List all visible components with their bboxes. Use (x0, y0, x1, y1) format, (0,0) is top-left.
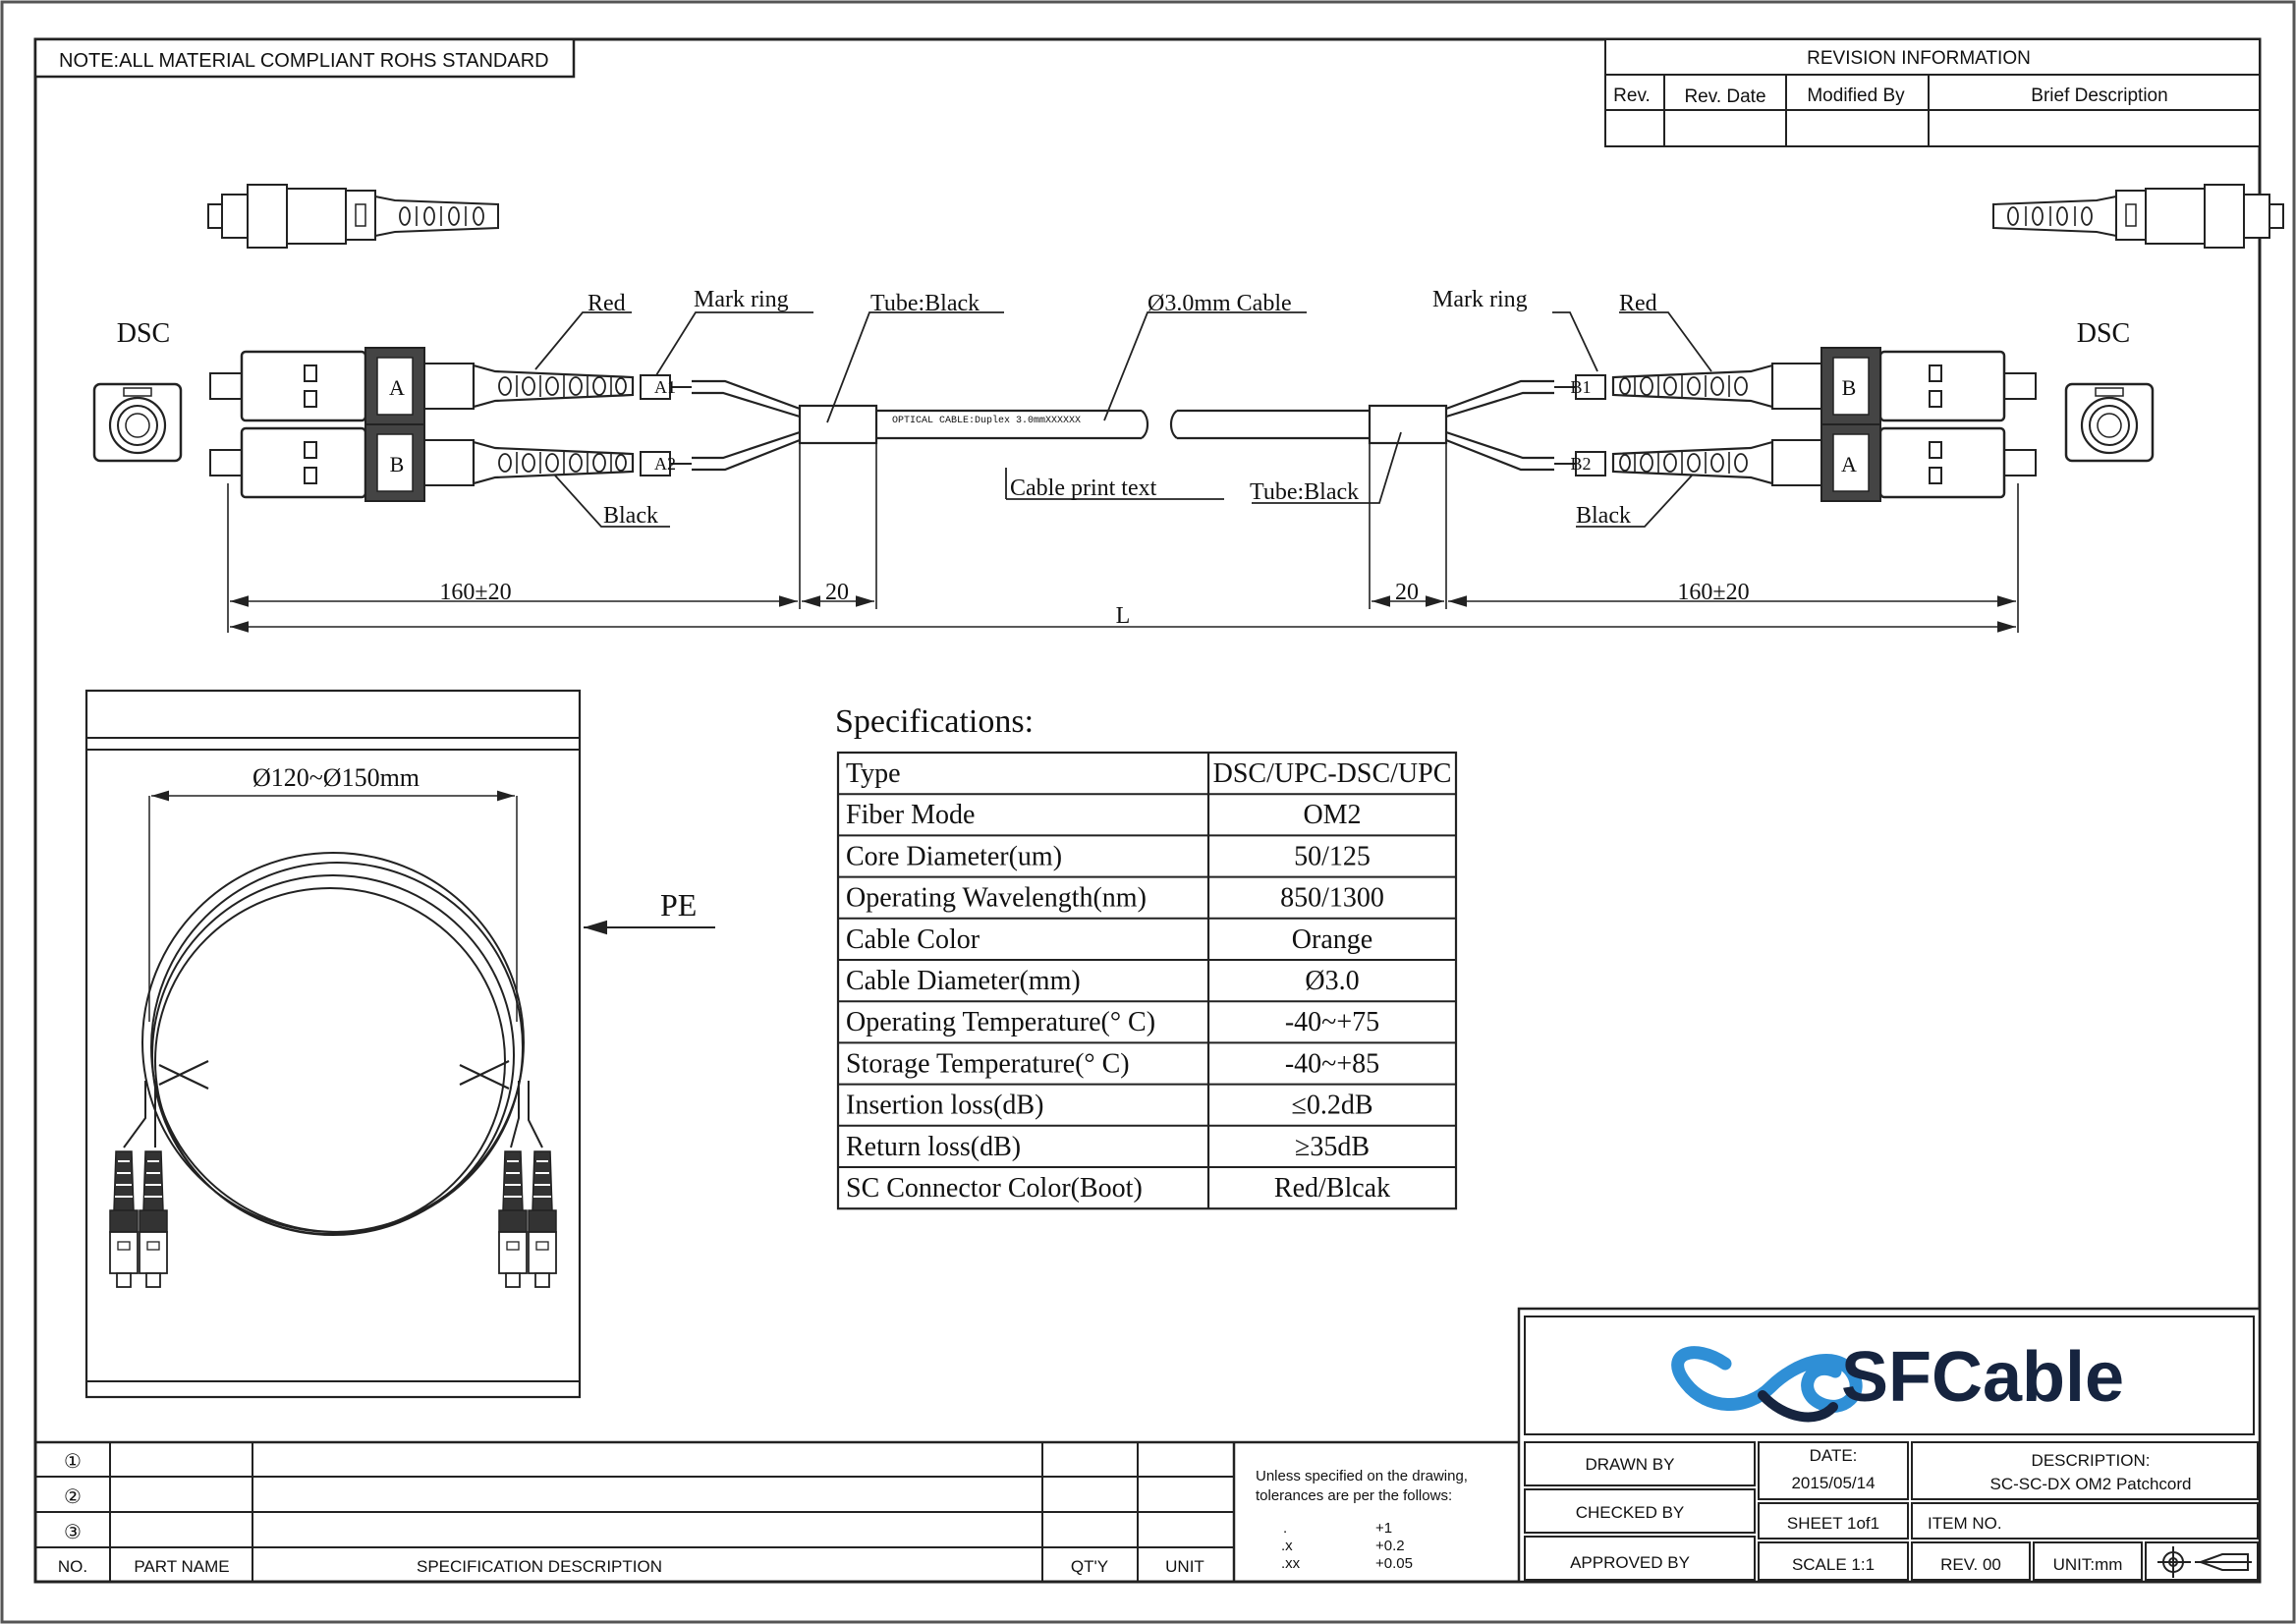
spec-value: Ø3.0 (1305, 966, 1360, 996)
bom-row-mark-2: ② (64, 1486, 82, 1508)
item-no-label: ITEM NO. (1928, 1514, 2002, 1533)
bom-row-mark-3: ③ (64, 1522, 82, 1543)
tolerance-text-1: Unless specified on the drawing, (1256, 1468, 1468, 1484)
spec-value: -40~+85 (1284, 1048, 1380, 1080)
checked-by-label: CHECKED BY (1575, 1503, 1685, 1522)
sheet-label: SHEET 1of1 (1786, 1514, 1880, 1533)
scale-label: SCALE 1:1 (1791, 1555, 1876, 1574)
tolerance-key-2: .x (1281, 1538, 1293, 1554)
drawn-by-label: DRAWN BY (1585, 1455, 1675, 1474)
spec-key: Cable Color (846, 924, 980, 955)
spec-value: Red/Blcak (1273, 1173, 1391, 1204)
tolerance-key-1: . (1283, 1520, 1288, 1537)
spec-key: Operating Temperature(° C) (846, 1007, 1156, 1038)
label-red-left: Red (588, 291, 626, 316)
mark-ring-a1: A1 (654, 377, 676, 397)
bom-header-spec: SPECIFICATION DESCRIPTION (417, 1557, 662, 1576)
spec-table (838, 753, 1456, 1208)
bom-header-part-name: PART NAME (134, 1557, 230, 1576)
spec-key: Cable Diameter(mm) (846, 966, 1081, 996)
end-face-left (94, 384, 181, 461)
spec-key: Core Diameter(um) (846, 841, 1063, 872)
revision-header-description: Brief Description (2031, 85, 2168, 106)
revision-header-date: Rev. Date (1684, 86, 1766, 107)
cable-print: OPTICAL CABLE:Duplex 3.0mmXXXXXX (892, 416, 1082, 426)
mark-ring-b2: B2 (1570, 454, 1592, 474)
label-black-right: Black (1576, 503, 1631, 529)
spec-value: 850/1300 (1280, 882, 1384, 914)
spec-value: 50/125 (1294, 841, 1371, 872)
tube-right (1370, 406, 1446, 443)
mark-ring-b1: B1 (1570, 377, 1592, 397)
tolerance-value-1: +1 (1375, 1520, 1393, 1537)
dim-tube-right: 20 (1395, 580, 1419, 605)
rev-label: REV. 00 (1940, 1555, 2001, 1574)
spec-key: SC Connector Color(Boot) (846, 1173, 1143, 1204)
date-value: 2015/05/14 (1791, 1474, 1876, 1492)
unit-label: UNIT:mm (2052, 1555, 2123, 1574)
tolerance-value-2: +0.2 (1375, 1538, 1405, 1554)
spec-value: -40~+75 (1284, 1007, 1380, 1038)
label-black-left: Black (603, 503, 658, 529)
note-text: NOTE:ALL MATERIAL COMPLIANT ROHS STANDARD (59, 50, 549, 72)
revision-header-modified: Modified By (1807, 85, 1905, 106)
clip-label-b-left: B (389, 452, 405, 476)
tolerance-text-2: tolerances are per the follows: (1256, 1487, 1453, 1504)
clip-label-b-right: B (1841, 375, 1857, 400)
bom-header-unit: UNIT (1165, 1557, 1204, 1576)
clip-label-a-left: A (389, 375, 405, 400)
label-red-right: Red (1619, 291, 1657, 316)
package-diameter: Ø120~Ø150mm (252, 763, 420, 792)
label-cable: Ø3.0mm Cable (1148, 291, 1292, 316)
spec-title: Specifications: (835, 703, 1035, 740)
spec-value: Orange (1291, 924, 1373, 955)
end-face-right (2066, 384, 2153, 461)
package-material: PE (660, 887, 698, 923)
label-cable-print: Cable print text (1010, 476, 1157, 501)
spec-row (846, 1007, 1379, 1037)
spec-value: DSC/UPC-DSC/UPC (1212, 758, 1452, 789)
revision-header-rev: Rev. (1613, 85, 1651, 106)
label-mark-ring-right: Mark ring (1432, 287, 1528, 312)
logo-text: SFCable (1841, 1338, 2125, 1417)
spec-key: Type (846, 758, 901, 789)
connector-type-left: DSC (116, 318, 171, 349)
approved-by-label: APPROVED BY (1570, 1553, 1690, 1572)
description-label: DESCRIPTION: (2031, 1451, 2151, 1470)
mark-ring-a2: A2 (654, 454, 676, 474)
spec-value: OM2 (1303, 800, 1362, 831)
spec-value: ≤0.2dB (1291, 1090, 1373, 1121)
spec-value: ≥35dB (1294, 1131, 1371, 1162)
tolerance-key-3: .xx (1281, 1555, 1301, 1572)
dim-left-length: 160±20 (439, 580, 512, 605)
date-label: DATE: (1809, 1446, 1858, 1465)
label-mark-ring-left: Mark ring (694, 287, 789, 312)
description-value: SC-SC-DX OM2 Patchcord (1989, 1475, 2192, 1493)
bom-header-qty: QT'Y (1070, 1557, 1109, 1576)
spec-row (846, 1048, 1379, 1079)
label-tube-right: Tube:Black (1250, 479, 1360, 505)
spec-row (846, 883, 1384, 914)
dim-tube-left: 20 (825, 580, 849, 605)
clip-label-a-right: A (1841, 452, 1857, 476)
spec-key: Storage Temperature(° C) (846, 1048, 1130, 1080)
note-box (35, 39, 574, 77)
spec-key: Fiber Mode (846, 800, 976, 831)
spec-row (846, 1173, 1390, 1204)
spec-key: Insertion loss(dB) (846, 1090, 1044, 1121)
bom-header-no: NO. (57, 1557, 88, 1576)
spec-key: Operating Wavelength(nm) (846, 882, 1147, 914)
tube-left (800, 406, 876, 443)
dim-right-length: 160±20 (1677, 580, 1750, 605)
tolerance-value-3: +0.05 (1375, 1555, 1413, 1572)
bom-row-mark-1: ① (64, 1451, 82, 1473)
revision-title: REVISION INFORMATION (1807, 48, 2031, 69)
dim-total-length: L (1115, 603, 1131, 629)
spec-key: Return loss(dB) (846, 1131, 1022, 1162)
label-tube-left: Tube:Black (870, 291, 980, 316)
connector-type-right: DSC (2076, 318, 2131, 349)
